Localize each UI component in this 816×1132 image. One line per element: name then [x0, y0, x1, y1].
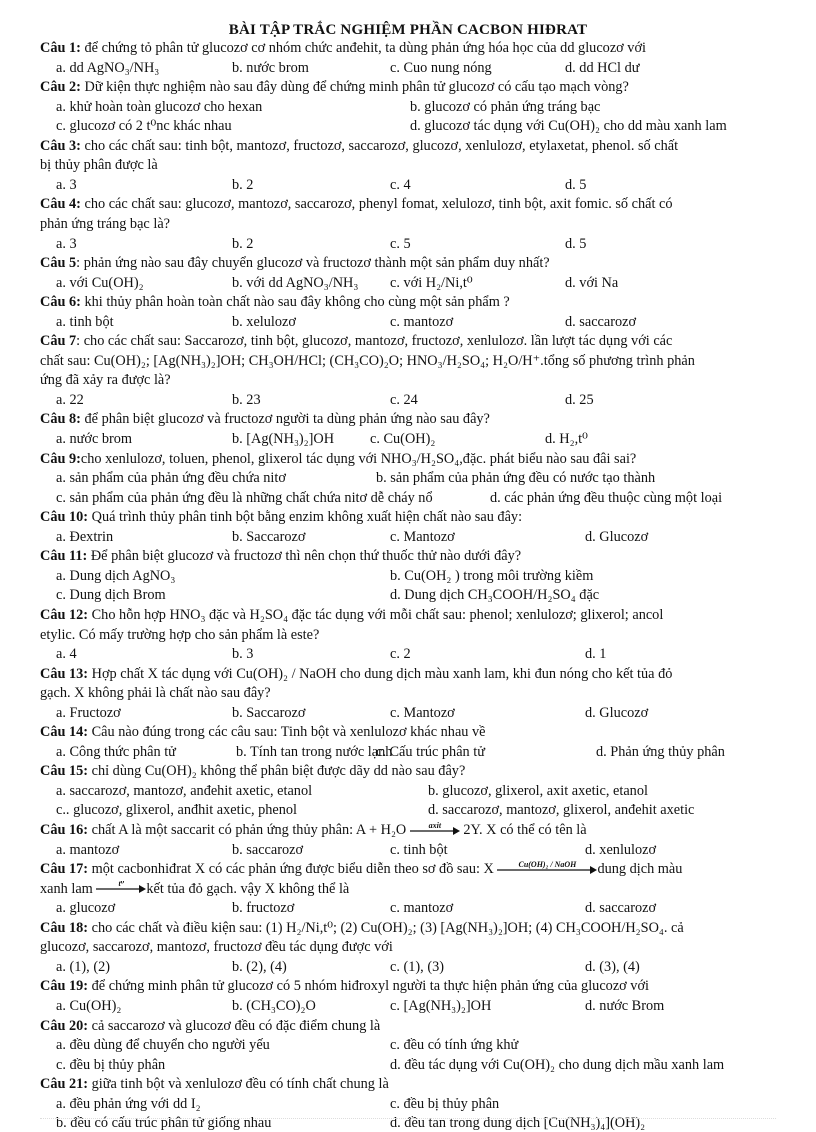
- answer-option: c. Cu(OH)₂: [370, 431, 436, 447]
- answer-option: d. 5: [565, 235, 587, 252]
- answer-option: d. 5: [565, 176, 587, 193]
- answer-option: b. Saccarozơ: [232, 528, 306, 545]
- question-continuation: [40, 881, 776, 898]
- answer-option: b. sản phẩm của phản ứng đều có nước tạo thành: [376, 470, 656, 487]
- question-text: để chứng minh phân tử glucozơ có 5 nhóm hiđroxyl người ta thực hiện phản ứng của glucozơ với: [88, 978, 649, 995]
- answer-option: a. sản phẩm của phản ứng đều chứa nitơ: [56, 470, 286, 487]
- answer-option: c. glucozơ có 2 t⁰nc khác nhau: [56, 118, 232, 135]
- answer-option: a. mantozơ: [56, 841, 120, 858]
- answer-option: b. 2: [232, 235, 254, 252]
- question-text: xanh lam: [40, 880, 97, 897]
- answer-option: c. Mantozơ: [390, 704, 455, 721]
- answer-option: a. Dung dịch AgNO₃: [56, 567, 176, 584]
- question-line: [40, 40, 776, 57]
- question-line: [40, 861, 776, 878]
- question-number: Câu 19:: [40, 978, 89, 995]
- question-number: Câu 17:: [40, 861, 89, 878]
- answer-option: b. 3: [232, 646, 254, 663]
- answer-option: d. các phản ứng đều thuộc cùng một loại: [490, 489, 723, 506]
- question-number: Câu 18:: [40, 919, 89, 936]
- question-text: cho các chất sau: glucozơ, mantozơ, saccarozơ, phenyl fomat, xelulozơ, tinh bột, axit fomic. số chất có: [80, 196, 673, 213]
- answer-option: d. saccarozơ: [565, 313, 637, 330]
- question-text-after-arrow: dung dịch màu: [597, 861, 683, 878]
- question-line: [40, 138, 776, 155]
- answer-option: a. khử hoàn toàn glucozơ cho hexan: [56, 98, 263, 115]
- question-number: Câu 15:: [40, 763, 89, 780]
- answer-option: c. [Ag(NH₃)₂]OH: [390, 997, 492, 1014]
- answer-option: a. tinh bột: [56, 313, 114, 330]
- question-number: Câu 7: [40, 333, 77, 350]
- question-line: [40, 1076, 776, 1093]
- question-continuation: [40, 627, 776, 644]
- question-number: Câu 5: [40, 255, 77, 272]
- answer-option: d. đều tan trong dung dịch [Cu(NH₃)₄](OH)₂: [390, 1115, 646, 1132]
- answer-option: c.. glucozơ, glixerol, anđhit axetic, phenol: [56, 802, 298, 819]
- answer-option: b. saccarozơ: [232, 841, 304, 858]
- arrow-condition: t⁰: [118, 880, 125, 889]
- answer-option: b. Tính tan trong nước lạnh: [236, 743, 393, 760]
- answer-option: b. xelulozơ: [232, 313, 296, 330]
- answer-option: d. với Na: [565, 274, 619, 291]
- question-line: [40, 333, 776, 350]
- answer-option: a. (1), (2): [56, 958, 110, 975]
- question-text: ứng đã xảy ra được là?: [40, 372, 171, 389]
- answer-option: a. 4: [56, 646, 77, 663]
- answer-option: a. Cu(OH)₂: [56, 997, 122, 1014]
- question-number: Câu 1:: [40, 40, 81, 56]
- answer-option: d. 1: [585, 646, 607, 663]
- question-text: Cho hỗn hợp HNO₃ đặc và H₂SO₄ đặc tác dụng với mỗi chất sau: phenol; xenlulozơ; glixerol; ancol: [88, 606, 664, 623]
- question-number: Câu 10:: [40, 509, 89, 526]
- question-line: [40, 666, 776, 683]
- question-number: Câu 9:: [40, 450, 81, 467]
- answer-option: c. 24: [390, 391, 418, 408]
- answer-option: a. dd AgNO₃/NH₃: [56, 59, 160, 76]
- answer-option: b. với dd AgNO₃/NH₃: [232, 274, 359, 291]
- question-line: [40, 196, 776, 213]
- question-text: etylic. Có mấy trường hợp cho sản phẩm là este?: [40, 626, 320, 643]
- question-continuation: [40, 685, 776, 702]
- arrow-condition: Cu(OH)₂ / NaOH: [518, 861, 577, 869]
- answer-option: a. Fructozơ: [56, 704, 121, 721]
- answer-option: b. nước brom: [232, 59, 309, 76]
- question-number: Câu 21:: [40, 1076, 89, 1093]
- question-continuation: [40, 157, 776, 174]
- answer-option: c. (1), (3): [390, 958, 444, 975]
- answer-option: c. Cấu trúc phân tử: [376, 743, 485, 760]
- answer-option: d. Glucozơ: [585, 528, 649, 545]
- question-text: một cacbonhiđrat X có các phản ứng được biểu diễn theo sơ đồ sau: X: [88, 861, 498, 878]
- answer-option: d. saccarozơ: [585, 900, 657, 917]
- question-text: Câu nào đúng trong các câu sau: Tinh bột và xenlulozơ khác nhau về: [88, 724, 486, 741]
- answer-option: c. Cuo nung nóng: [390, 59, 492, 76]
- question-number: Câu 4:: [40, 196, 81, 213]
- answer-option: c. tinh bột: [390, 841, 448, 858]
- question-text: glucozơ, saccarozơ, mantozơ, fructozơ đều tác dụng được với: [40, 939, 393, 956]
- answer-option: d. Glucozơ: [585, 704, 649, 721]
- answer-option: a. 3: [56, 235, 77, 252]
- question-continuation: [40, 353, 776, 370]
- answer-option: c. sản phẩm của phản ứng đều là những chất chứa nitơ dễ cháy nổ: [56, 489, 433, 506]
- reaction-arrow: [497, 861, 597, 875]
- answer-option: a. Công thức phân tử: [56, 743, 176, 760]
- question-text: để phân biệt glucozơ và fructozơ người ta dùng phản ứng nào sau đây?: [80, 411, 490, 428]
- question-text: gạch. X không phải là chất nào sau đây?: [40, 685, 271, 702]
- question-number: Câu 8:: [40, 411, 81, 428]
- question-text-after-arrow: kết tủa đỏ gạch. vậy X không thể là: [146, 880, 350, 897]
- answer-option: d. (3), (4): [585, 958, 640, 975]
- answer-option: d. H₂,t⁰: [545, 431, 588, 447]
- answer-option: b. (2), (4): [232, 958, 287, 975]
- answer-option: d. 25: [565, 391, 594, 408]
- question-number: Câu 2:: [40, 79, 81, 96]
- question-number: Câu 12:: [40, 606, 89, 623]
- question-text-after-arrow: 2Y. X có thể có tên là: [459, 822, 587, 838]
- question-text: : phản ứng nào sau đây chuyển glucozơ và fructozơ thành một sản phẩm duy nhất?: [76, 255, 550, 272]
- answer-option: d. đều tác dụng với Cu(OH)₂ cho dung dịch mầu xanh lam: [390, 1056, 725, 1073]
- question-line: [40, 978, 776, 995]
- question-line: [40, 724, 776, 741]
- question-number: Câu 20:: [40, 1017, 89, 1034]
- answer-option: c. đều bị thủy phân: [56, 1056, 166, 1073]
- question-number: Câu 14:: [40, 724, 89, 741]
- question-continuation: [40, 939, 776, 956]
- answer-option: b. đều có cấu trúc phân tử giống nhau: [56, 1115, 272, 1132]
- question-continuation: [40, 216, 776, 233]
- reaction-arrow: [96, 880, 146, 894]
- answer-option: a. Đextrin: [56, 528, 114, 545]
- question-number: Câu 11:: [40, 548, 88, 565]
- page-title: BÀI TẬP TRẮC NGHIỆM PHẦN CACBON HIĐRAT: [228, 22, 588, 38]
- answer-option: a. 22: [56, 391, 84, 408]
- question-line: [40, 920, 776, 937]
- question-text: Quá trình thủy phân tinh bột bằng enzim không xuất hiện chất nào sau đây:: [88, 509, 523, 526]
- question-text: giữa tinh bột và xenlulozơ đều có tính chất chung là: [88, 1076, 389, 1093]
- answer-option: b. (CH₃CO)₂O: [232, 997, 316, 1014]
- question-text: cho các chất sau: tinh bột, mantozơ, fructozơ, saccarozơ, glucozơ, xenlulozơ, etylaxetat, phenol. số chất: [80, 137, 679, 154]
- answer-option: a. glucozơ: [56, 900, 116, 917]
- answer-option: c. mantozơ: [390, 900, 454, 917]
- question-line: [40, 255, 776, 272]
- question-line: [40, 763, 776, 780]
- page-bottom-rule: [40, 1118, 776, 1119]
- question-line: [40, 1018, 776, 1035]
- answer-option: b. 23: [232, 391, 261, 408]
- question-number: Câu 16:: [40, 822, 89, 838]
- question-line: [40, 822, 776, 839]
- answer-option: a. đều dùng để chuyển cho người yếu: [56, 1037, 270, 1054]
- question-text: Dữ kiện thực nghiệm nào sau đây dùng để chứng minh phân tử glucozơ có cấu tạo mạch vòng?: [80, 79, 629, 96]
- question-text: cho xenlulozơ, toluen, phenol, glixerol tác dụng với NHO₃/H₂SO₄,đặc. phát biểu nào sau đâi sai?: [80, 450, 637, 467]
- reaction-arrow: [410, 822, 460, 836]
- question-line: [40, 451, 776, 468]
- answer-option: d. saccarozơ, mantozơ, glixerol, anđehit axetic: [428, 802, 695, 819]
- question-text: để chứng tỏ phân tử glucozơ cơ nhóm chức anđehit, ta dùng phản ứng hóa học của dd glucozơ với: [80, 40, 646, 56]
- answer-option: d. Phản ứng thủy phân: [596, 743, 725, 760]
- question-text: cả saccarozơ và glucozơ đều có đặc điểm chung là: [88, 1017, 381, 1034]
- answer-option: b. glucozơ có phản ứng tráng bạc: [410, 98, 601, 115]
- answer-option: a. với Cu(OH)₂: [56, 274, 144, 291]
- answer-option: b. [Ag(NH₃)₂]OH: [232, 431, 335, 447]
- arrow-condition: axit: [428, 822, 442, 830]
- question-continuation: [40, 372, 776, 389]
- question-line: [40, 411, 776, 428]
- answer-option: d. xenlulozơ: [585, 841, 657, 858]
- question-text: chất A là một saccarit có phản ứng thủy phân: A + H₂O: [88, 822, 410, 838]
- answer-option: b. Cu(OH₂ ) trong môi trường kiềm: [390, 567, 594, 584]
- answer-option: b. glucozơ, glixerol, axit axetic, etanol: [428, 782, 648, 799]
- answer-option: b. 2: [232, 176, 254, 193]
- answer-option: a. đều phản ứng với dd I₂: [56, 1095, 201, 1112]
- question-line: [40, 607, 776, 624]
- answer-option: d. nước Brom: [585, 997, 665, 1014]
- answer-option: a. nước brom: [56, 431, 133, 447]
- answer-option: c. 2: [390, 646, 411, 663]
- question-text: : cho các chất sau: Saccarozơ, tinh bột, glucozơ, mantozơ, fructozơ, xenlulozơ. lần lượt tác dụng với các: [76, 333, 673, 350]
- question-text: khi thủy phân hoàn toàn chất nào sau đây không cho cùng một sản phẩm ?: [80, 294, 510, 311]
- question-line: [40, 79, 776, 96]
- question-text: Hợp chất X tác dụng với Cu(OH)₂ / NaOH cho dung dịch màu xanh lam, khi đun nóng cho kết tủa đỏ: [88, 665, 673, 682]
- answer-option: a. saccarozơ, mantozơ, anđehit axetic, etanol: [56, 782, 313, 799]
- answer-option: c. đều bị thủy phân: [390, 1095, 500, 1112]
- question-text: cho các chất và điều kiện sau: (1) H₂/Ni,t⁰; (2) Cu(OH)₂; (3) [Ag(NH₃)₂]OH; (4) CH₃COOH/H₂SO₄. cả: [88, 919, 684, 936]
- answer-option: c. 5: [390, 235, 411, 252]
- question-text: bị thủy phân được là: [40, 157, 158, 174]
- question-text: chất sau: Cu(OH)₂; [Ag(NH₃)₂]OH; CH₃OH/HCl; (CH₃CO)₂O; HNO₃/H₂SO₄; H₂O/H⁺.tổng số phương trình phản: [40, 352, 695, 369]
- answer-option: c. Dung dịch Brom: [56, 587, 166, 604]
- question-text: phản ứng tráng bạc là?: [40, 215, 171, 232]
- answer-option: b. fructozơ: [232, 900, 295, 917]
- answer-option: a. 3: [56, 176, 77, 193]
- question-number: Câu 13:: [40, 665, 89, 682]
- answer-option: c. 4: [390, 176, 411, 193]
- answer-option: c. Mantozơ: [390, 528, 455, 545]
- question-line: [40, 294, 776, 311]
- question-line: [40, 548, 776, 565]
- question-number: Câu 6:: [40, 294, 81, 311]
- answer-option: d. Dung dịch CH₃COOH/H₂SO₄ đặc: [390, 587, 600, 604]
- answer-option: c. mantozơ: [390, 313, 454, 330]
- question-text: Để phân biệt glucozơ và fructozơ thì nên chọn thứ thuốc thử nào dưới đây?: [87, 548, 522, 565]
- question-text: chỉ dùng Cu(OH)₂ không thể phân biệt được dãy dd nào sau đây?: [88, 763, 466, 780]
- answer-option: c. đều có tính ứng khử: [390, 1037, 519, 1054]
- question-line: [40, 509, 776, 526]
- answer-option: d. dd HCl dư: [565, 59, 640, 76]
- question-number: Câu 3:: [40, 137, 81, 154]
- answer-option: c. với H₂/Ni,t⁰: [390, 274, 473, 291]
- answer-option: d. glucozơ tác dụng với Cu(OH)₂ cho dd màu xanh lam: [410, 118, 727, 135]
- answer-option: b. Saccarozơ: [232, 704, 306, 721]
